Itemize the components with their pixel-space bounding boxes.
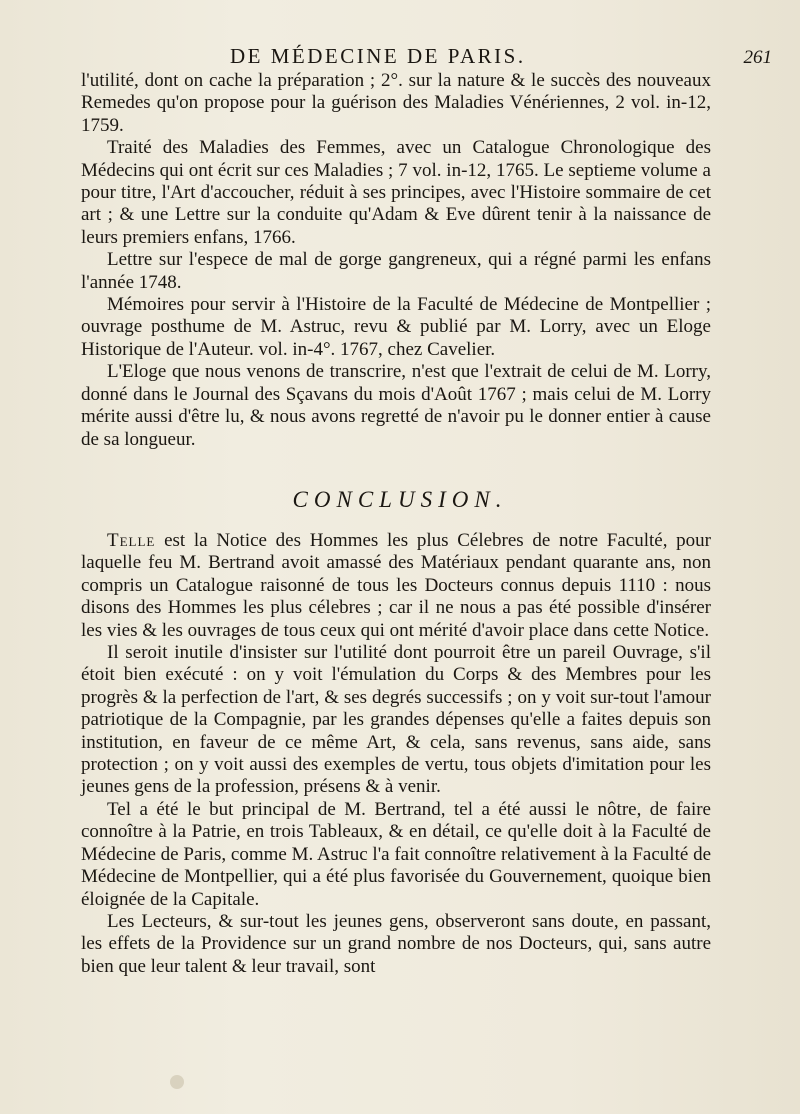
- text-block-lower: [81, 530, 711, 978]
- text-block-upper: [81, 70, 711, 451]
- paragraph-mal-de-gorge: Lettre sur l'espece de mal de gorge gangreneux, qui a régné parmi les enfans l'année 1748.: [81, 249, 711, 293]
- paragraph-eloge: L'Eloge que nous venons de transcrire, n'est que l'extrait de celui de M. Lorry, donné dans le Journal des Sçavans du mois d'Août 1767 ; mais celui de M. Lorry mérite aussi d'être lu, & nous avons regretté de n'avoir pu le donner entier à cause de sa longueur.: [81, 361, 711, 450]
- paragraph-memoires-montpellier: Mémoires pour servir à l'Histoire de la Faculté de Médecine de Montpellier ; ouvrage posthume de M. Astruc, revu & publié par M. Lorry, avec un Eloge Historique de l'Auteur. vol. in-4°. 1767, chez Cavelier.: [81, 294, 711, 360]
- paragraph-continued: l'utilité, dont on cache la préparation ; 2°. sur la nature & le succès des nouveaux Remedes qu'on propose pour la guérison des Maladies Vénériennes, 2 vol. in-12, 1759.: [81, 70, 711, 136]
- paragraph-tel-a-ete: Tel a été le but principal de M. Bertrand, tel a été aussi le nôtre, de faire connoître à la Patrie, en trois Tableaux, & en détail, ce qu'elle doit à la Faculté de Médecine de Paris, comme M. Astruc l'a fait connoître relativement à la Faculté de Médecine de Montpellier, qui a été plus favorisée du Gouvernement, quoique bien éloignée de la Capitale.: [81, 798, 711, 910]
- drop-word: Telle: [107, 530, 156, 551]
- paragraph-il-seroit: Il seroit inutile d'insister sur l'utilité dont pourroit être un pareil Ouvrage, s'il étoit bien exécuté : on y voit l'émulation du Corps & des Membres pour les progrès & la perfection de l'art, & ses degrés successifs ; on y voit sur-tout l'amour patriotique de la Compagnie, par les grandes dépenses qu'elle a faites depuis son institution, en faveur de ce même Art, & cela, sans revenus, sans aide, sans protection ; on y voit aussi des exemples de vertu, tous objets d'imitation pour les jeunes gens de la profession, présens & à venir.: [81, 642, 711, 798]
- running-title: DE MÉDECINE DE PARIS.: [230, 44, 526, 68]
- page-number: 261: [743, 47, 772, 68]
- paper-stain: [170, 1075, 184, 1089]
- paragraph-maladies-femmes: Traité des Maladies des Femmes, avec un Catalogue Chronologique des Médecins qui ont écrit sur ces Maladies ; 7 vol. in-12, 1765. Le septieme volume a pour titre, l'Art d'accoucher, réduit à ses principes, avec l'Histoire sommaire de cet art ; & une Lettre sur la conduite qu'Adam & Eve dûrent tenir à la naissance de leurs premiers enfans, 1766.: [81, 137, 711, 248]
- paragraph-les-lecteurs: Les Lecteurs, & sur-tout les jeunes gens, observeront sans doute, en passant, les effets de la Providence sur un grand nombre de nos Docteurs, qui, sans autre bien que leur talent & leur travail, sont: [81, 910, 711, 977]
- section-heading-conclusion: CONCLUSION.: [292, 487, 508, 512]
- paragraph-telle-est: [81, 530, 711, 642]
- paragraph-telle-est-body: est la Notice des Hommes les plus Célebres de notre Faculté, pour laquelle feu M. Bertrand avoit amassé des Matériaux pendant quarante ans, non compris un Catalogue raisonné de tous les Docteurs connus depuis 1110 : nous disons des Hommes les plus célebres ; car il ne nous a pas été possible d'insérer les vies & les ouvrages de tous ceux qui ont mérité d'avoir place dans cette Notice.: [81, 530, 711, 641]
